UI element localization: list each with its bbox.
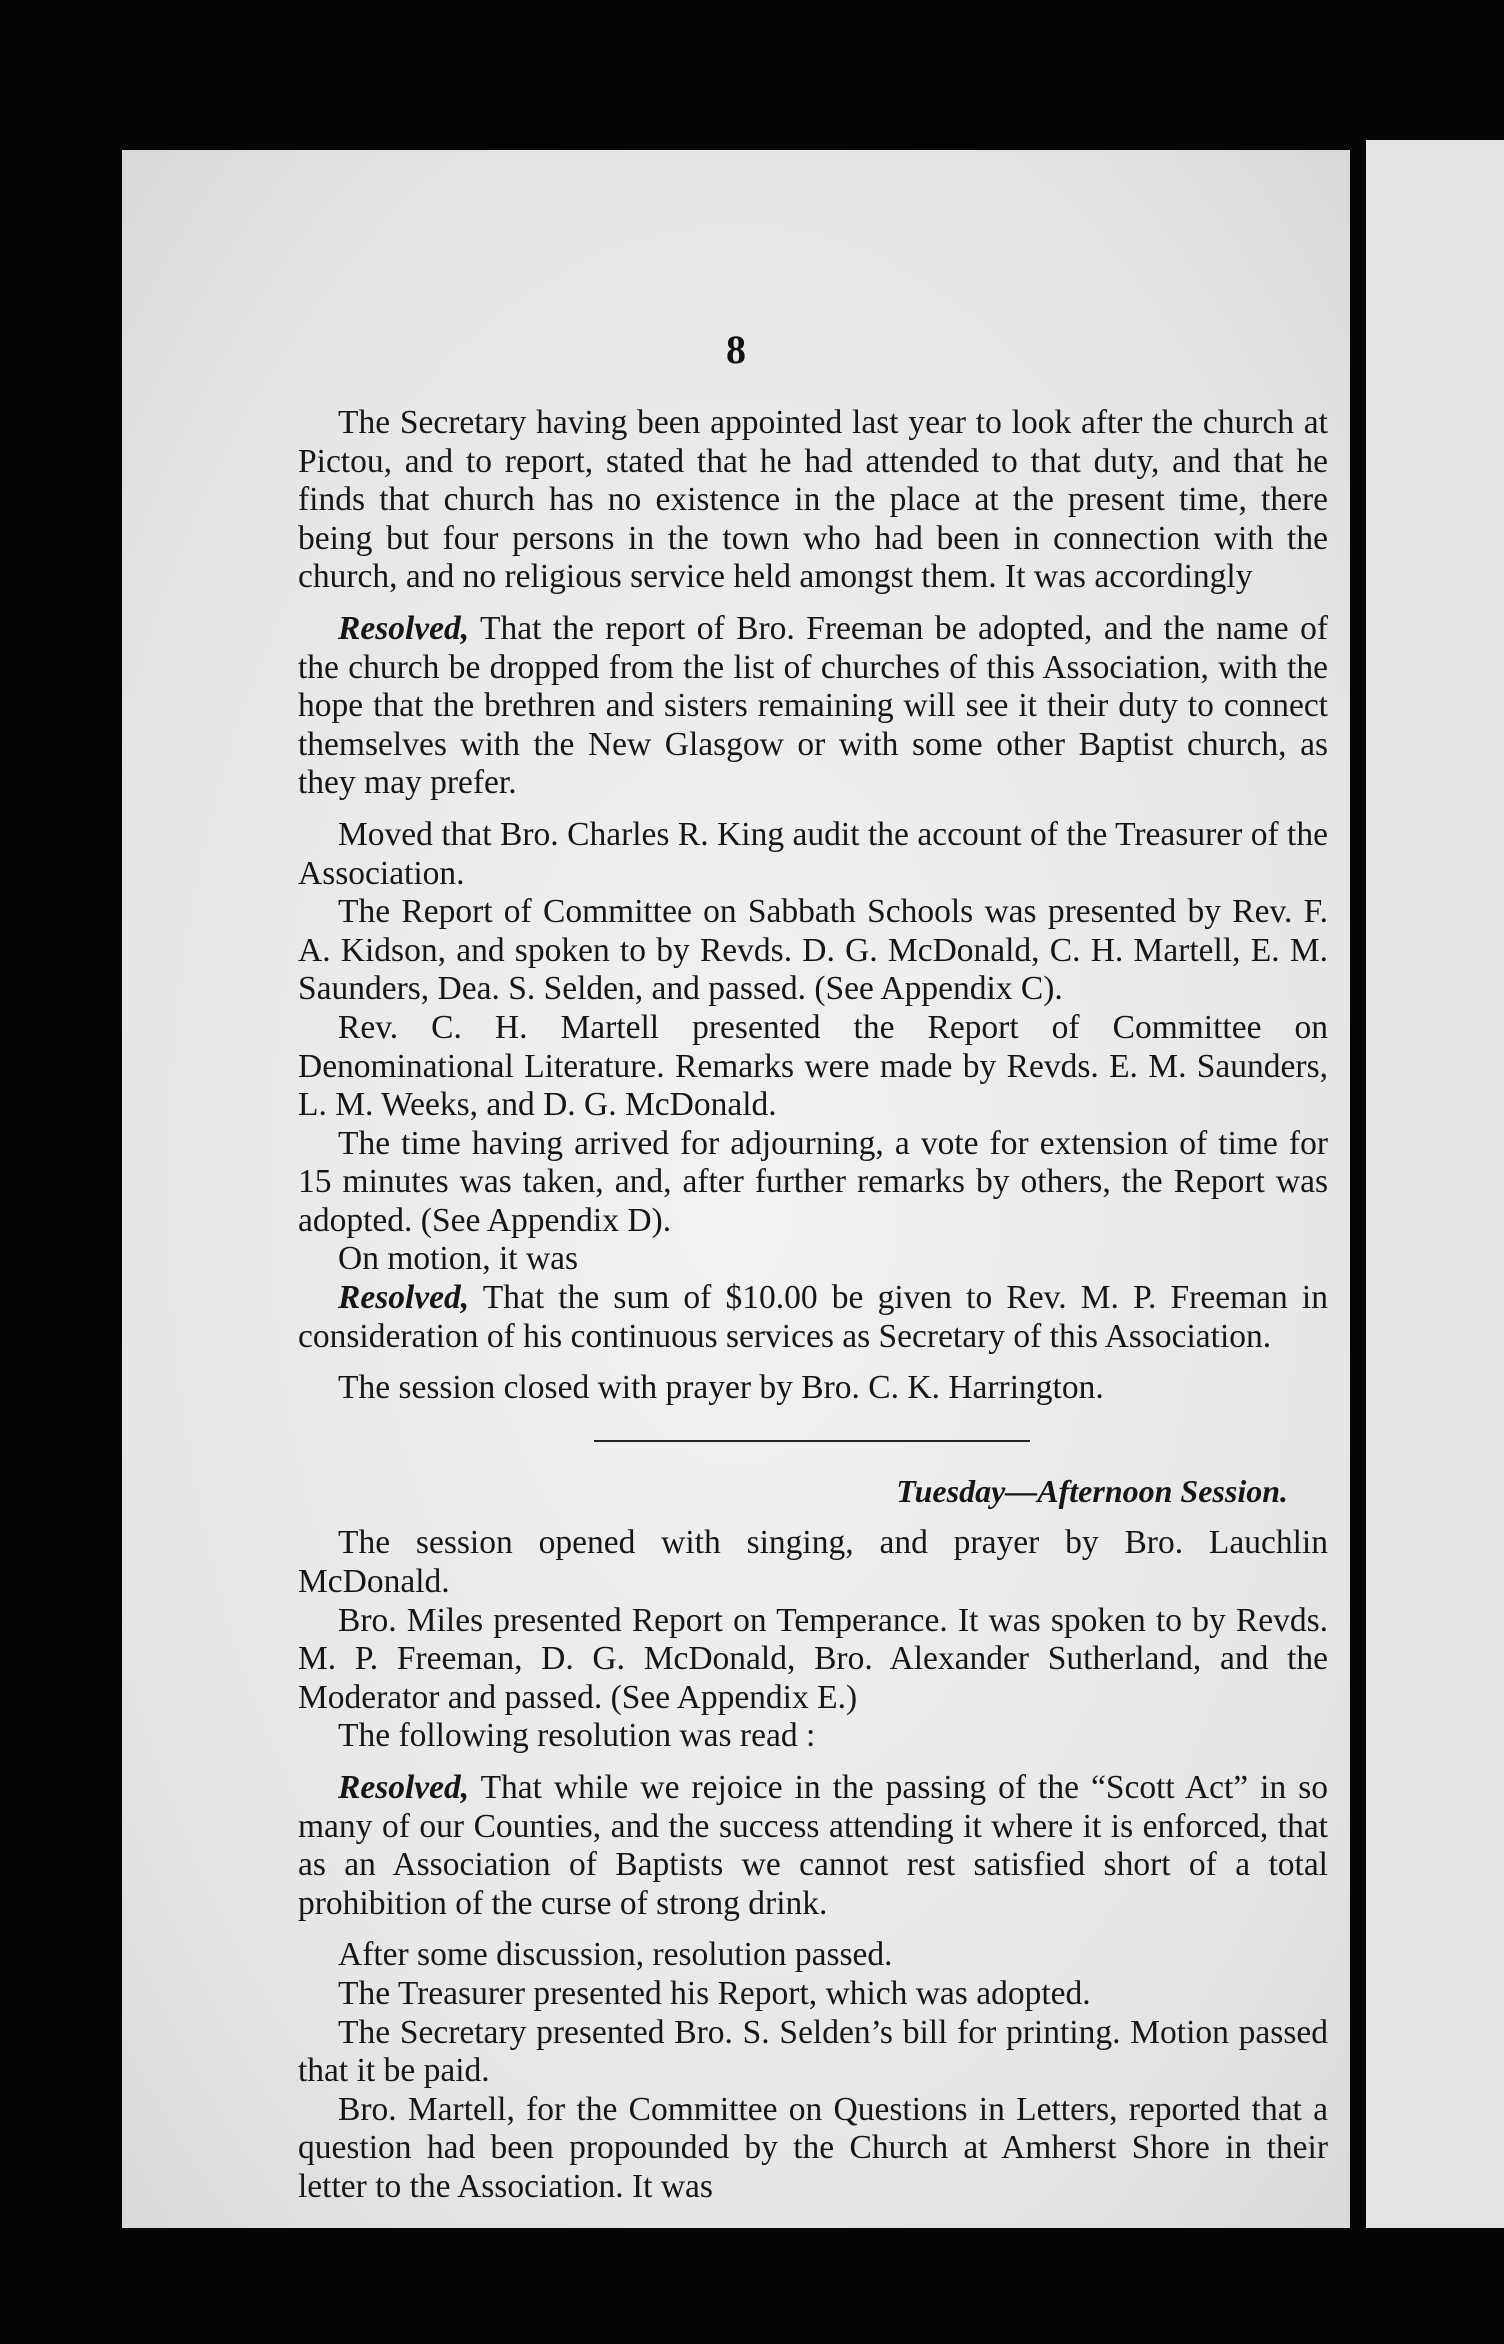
paragraph: Bro. Martell, for the Committee on Questions in Letters, reported that a question had been propounded by the Church at Amherst Shore in their letter to the Association. It was xyxy=(298,2090,1328,2205)
paragraph: Moved that Bro. Charles R. King audit the account of the Treasurer of the Association. xyxy=(298,815,1328,892)
facing-page-edge xyxy=(1366,140,1504,2228)
paragraph: The Report of Committee on Sabbath Schools was presented by Rev. F. A. Kidson, and spoken to by Revds. D. G. McDonald, C. H. Martell, E. M. Saunders, Dea. S. Selden, and passed. (See Appendix C). xyxy=(298,893,1328,1008)
paragraph: The following resolution was read : xyxy=(338,1717,816,1755)
page-number: 8 xyxy=(726,327,746,372)
paragraph: The Treasurer presented his Report, which was adopted. xyxy=(338,1974,1091,2012)
paragraph-resolution: Resolved, That the report of Bro. Freeman be adopted, and the name of the church be dropped from the list of churches of this Association, with the hope that the brethren and sisters remaining will see it their duty to connect themselves with the New Glasgow or with some other Baptist church, as they may prefer. xyxy=(298,609,1328,802)
paragraph: The Secretary having been appointed last year to look after the church at Pictou, and to report, stated that he had attended to that duty, and that he finds that church has no existence in the place at the present time, there being but four persons in the town who had been in connection with the church, and no religious service held amongst them. It was accordingly xyxy=(298,404,1328,596)
paragraph: After some discussion, resolution passed. xyxy=(338,1936,893,1974)
paragraph: On motion, it was xyxy=(338,1240,579,1278)
section-divider xyxy=(298,1408,1328,1472)
paragraph: Rev. C. H. Martell presented the Report of Committee on Denominational Literature. Remarks were made by Revds. E. M. Saunders, L. M. Weeks, and D. G. McDonald. xyxy=(298,1008,1328,1124)
paragraph: The time having arrived for adjourning, a vote for extension of time for 15 minutes was taken, and, after further remarks by others, the Report was adopted. (See Appendix D). xyxy=(298,1124,1328,1239)
paragraph: The session closed with prayer by Bro. C. K. Harrington. xyxy=(338,1369,1104,1407)
paragraph: Bro. Miles presented Report on Temperance. It was spoken to by Revds. M. P. Freeman, D. G. McDonald, Bro. Alexander Sutherland, and the Moderator and passed. (See Appendix E.) xyxy=(298,1601,1328,1716)
paragraph-resolution: Resolved, That while we rejoice in the passing of the “Scott Act” in so many of our Counties, and the success attending it where it is enforced, that as an Association of Baptists we cannot rest satisfied short of a total prohibition of the curse of strong drink. xyxy=(298,1769,1328,1922)
session-heading: Tuesday—Afternoon Session. xyxy=(896,1472,1288,1509)
paragraph: The Secretary presented Bro. S. Selden’s bill for printing. Motion passed that it be paid. xyxy=(298,2013,1328,2090)
document-page xyxy=(122,150,1350,2228)
body-text xyxy=(298,404,1328,2207)
paragraph: The session opened with singing, and prayer by Bro. Lauchlin McDonald. xyxy=(298,1524,1328,1601)
paragraph-resolution: Resolved, That the sum of $10.00 be given to Rev. M. P. Freeman in consideration of his continuous services as Secretary of this Association. xyxy=(298,1279,1328,1355)
